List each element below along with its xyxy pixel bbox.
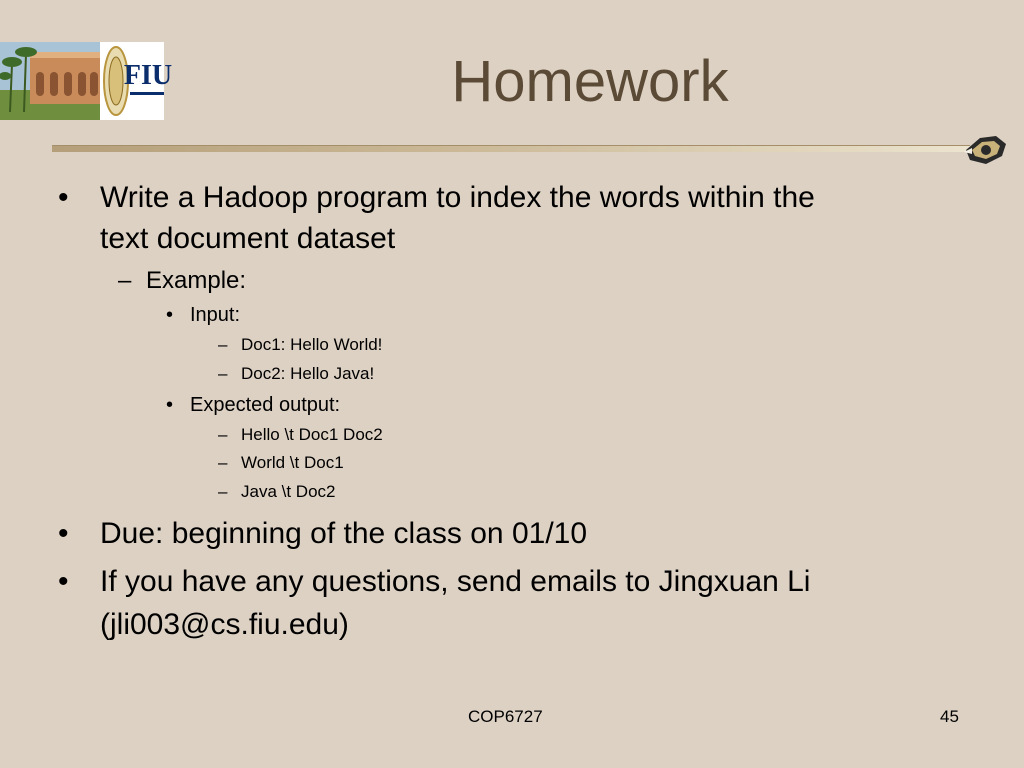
bullet-questions-line1: If you have any questions, send emails to Jingxuan Li [100, 565, 811, 598]
bullet-glyph: • [58, 517, 69, 550]
dash-glyph: – [218, 453, 228, 472]
fiu-building-image [0, 42, 173, 120]
bullet-example: Example: [146, 267, 247, 294]
bullet-input: Input: [190, 304, 241, 326]
bullet-due-date: Due: beginning of the class on 01/10 [100, 517, 588, 550]
bullet-doc1: Doc1: Hello World! [241, 335, 383, 354]
bullet-hadoop-line1: Write a Hadoop program to index the words within the [100, 181, 815, 214]
dash-glyph: – [118, 267, 132, 294]
dash-glyph: – [218, 482, 228, 501]
bullet-hadoop-line2: text document dataset [100, 222, 396, 255]
title-divider [52, 145, 970, 152]
bullet-questions-email: (jli003@cs.fiu.edu) [100, 608, 349, 641]
dash-glyph: – [218, 425, 228, 444]
footer-course: COP6727 [468, 707, 543, 726]
svg-text:FIU: FIU [123, 60, 173, 91]
bullet-glyph: • [58, 565, 69, 598]
bullet-doc2: Doc2: Hello Java! [241, 364, 375, 383]
dash-glyph: – [218, 364, 228, 383]
bullet-glyph: • [166, 394, 174, 416]
footer-page-number: 45 [940, 707, 959, 726]
bullet-glyph: • [166, 304, 174, 326]
dash-glyph: – [218, 335, 228, 354]
bullet-output-world: World \t Doc1 [241, 453, 344, 472]
bullet-expected-output: Expected output: [190, 394, 341, 416]
bullet-glyph: • [58, 181, 69, 214]
bullet-output-java: Java \t Doc2 [241, 482, 336, 501]
purdue-crest-icon [962, 128, 1008, 168]
fiu-logo-banner [0, 42, 173, 120]
slide-title: Homework [451, 49, 729, 114]
bullet-output-hello: Hello \t Doc1 Doc2 [241, 425, 383, 444]
